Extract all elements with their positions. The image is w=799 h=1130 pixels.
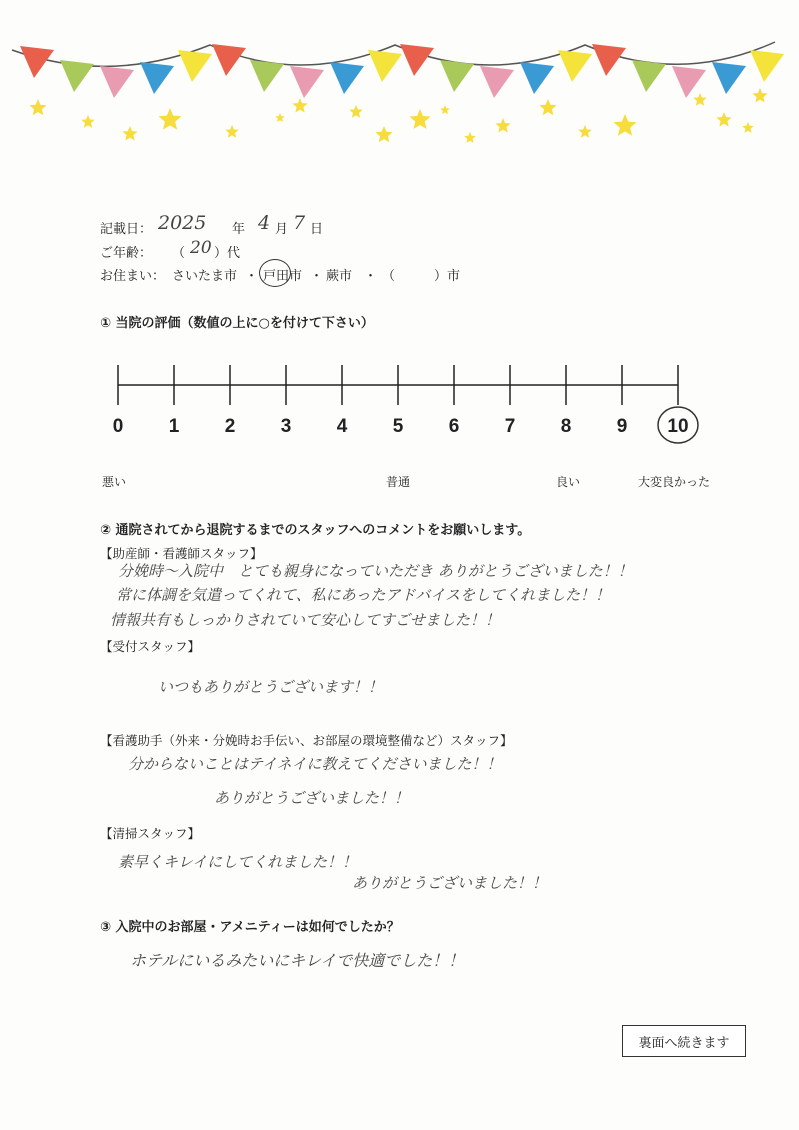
star-icon	[539, 99, 556, 115]
star-icon	[693, 93, 706, 106]
assistant-comment-line: 分からないことはテイネイに教えてくださいました！！	[128, 755, 502, 773]
age-close: ）代	[214, 246, 241, 261]
bunting-flag	[290, 66, 324, 98]
cleaning-comment-line: ありがとうございました！！	[352, 874, 548, 892]
star-icon	[495, 118, 510, 133]
bunting-flag	[558, 50, 592, 82]
day-unit: 日	[310, 222, 324, 237]
scale-number: 7	[504, 416, 516, 437]
star-icon	[614, 114, 637, 136]
section1-title: ① 当院の評価（数値の上に○を付けて下さい）	[100, 316, 374, 331]
age-open: （	[172, 246, 186, 261]
residence-option-toda: 戸田市	[263, 269, 303, 284]
bunting-flag	[250, 60, 284, 92]
midwife-comment-line: 情報共有もしっかりされていて安心してすごせました！！	[110, 611, 501, 629]
bunting-decoration	[0, 0, 799, 170]
scale-number: 0	[112, 416, 124, 437]
scale-number: 9	[616, 416, 628, 437]
anchor-bad: 悪い	[102, 475, 127, 489]
bunting-flag	[178, 50, 212, 82]
cleaning-comment-line: 素早くキレイにしてくれました！！	[118, 853, 358, 871]
bunting-flag	[520, 62, 554, 94]
separator: ・	[245, 269, 259, 284]
bunting-flag	[60, 60, 94, 92]
age-label: ご年齢：	[100, 246, 153, 261]
section3-title: ③ 入院中のお部屋・アメニティーは如何でしたか？	[100, 920, 400, 935]
residence-option-other: （ ）市	[382, 269, 461, 284]
year-value: 2025	[158, 212, 207, 234]
bunting-flag	[368, 50, 402, 82]
year-unit: 年	[232, 222, 246, 237]
star-icon	[440, 105, 450, 114]
scale-number: 3	[280, 416, 292, 437]
star-icon	[225, 125, 238, 138]
scale-number: 10	[667, 416, 689, 437]
scale-number: 4	[336, 416, 348, 437]
assistant-comment-line: ありがとうございました！！	[214, 789, 410, 807]
scale-number: 2	[224, 416, 236, 437]
separator: ・	[310, 269, 324, 284]
bunting-flag	[592, 44, 626, 76]
star-icon	[122, 126, 137, 141]
star-icon	[349, 105, 362, 118]
star-icon	[578, 125, 591, 138]
bunting-flag	[140, 62, 174, 94]
star-icon	[742, 122, 753, 133]
section2-title: ② 通院されてから退院するまでのスタッフへのコメントをお願いします。	[100, 523, 531, 538]
anchor-very-good: 大変良かった	[638, 475, 711, 489]
room-amenity-answer: ホテルにいるみたいにキレイで快適でした！！	[130, 951, 465, 970]
star-icon	[292, 98, 307, 113]
star-icon	[464, 132, 475, 143]
bunting-flag	[672, 66, 706, 98]
bunting-flag	[400, 44, 434, 76]
bunting-flag	[330, 62, 364, 94]
star-icon	[410, 109, 431, 129]
residence-label: お住まい：	[100, 269, 166, 284]
bunting-flag	[212, 44, 246, 76]
star-icon	[275, 113, 285, 122]
month-value: 4	[258, 212, 271, 234]
star-icon	[29, 99, 46, 115]
midwife-nurse-heading: 【助産師・看護師スタッフ】	[100, 546, 263, 561]
continue-on-back-notice: 裏面へ続きます	[622, 1025, 746, 1057]
star-icon	[752, 88, 767, 103]
bunting-flag	[750, 50, 784, 82]
cleaning-heading: 【清掃スタッフ】	[100, 826, 201, 841]
star-icon	[159, 108, 182, 130]
residence-option-saitama: さいたま市	[172, 269, 238, 284]
bunting-flag	[712, 62, 746, 94]
scale-number: 8	[560, 416, 572, 437]
bunting-flag	[20, 46, 54, 78]
midwife-comment-line: 分娩時～入院中 とても親身になっていただき ありがとうございました！！	[118, 562, 633, 580]
bunting-flag	[100, 66, 134, 98]
separator: ・	[364, 269, 378, 284]
assistant-heading: 【看護助手（外来・分娩時お手伝い、お部屋の環境整備など）スタッフ】	[100, 733, 513, 748]
midwife-comment-line: 常に体調を気遣ってくれて、私にあったアドバイスをしてくれました！！	[116, 586, 611, 604]
residence-option-warabi: 蕨市	[326, 269, 353, 284]
scale-number: 6	[448, 416, 460, 437]
star-icon	[375, 126, 392, 142]
anchor-normal: 普通	[386, 475, 411, 489]
bunting-flag	[480, 66, 514, 98]
bunting-flag	[440, 60, 474, 92]
reception-heading: 【受付スタッフ】	[100, 639, 201, 654]
bunting-flag	[632, 60, 666, 92]
star-icon	[81, 115, 94, 128]
month-unit: 月	[275, 222, 289, 237]
day-value: 7	[293, 212, 306, 234]
reception-comment-line: いつもありがとうございます！！	[158, 678, 384, 696]
date-label: 記載日：	[100, 222, 153, 237]
rating-scale	[100, 355, 720, 465]
anchor-good: 良い	[556, 475, 581, 489]
scale-number: 5	[392, 416, 404, 437]
star-icon	[716, 112, 731, 127]
age-value: 20	[190, 238, 212, 258]
scale-number: 1	[168, 416, 180, 437]
